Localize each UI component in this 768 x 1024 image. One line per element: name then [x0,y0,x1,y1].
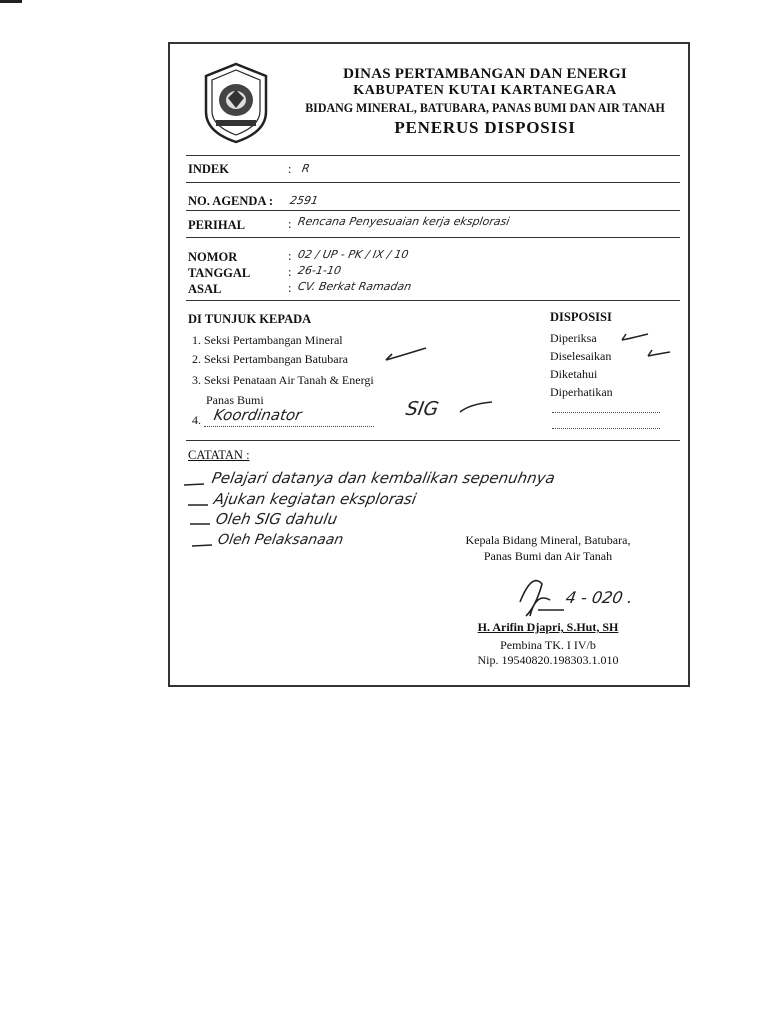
indek-label: INDEK [188,162,229,176]
tanggal-value: 26-1-10 [296,264,343,277]
scan-edge-mark [0,0,22,3]
catatan-line: Pelajari datanya dan kembalikan sepenuhnya [210,469,557,487]
tanggal-label: TANGGAL [188,266,251,280]
disposition-form [168,42,690,687]
regency-name: KABUPATEN KUTAI KARTANEGARA [353,83,617,98]
ditunjuk-item: 4. [192,413,201,427]
catatan-heading: CATATAN : [188,448,250,462]
indek-value: R [300,162,311,175]
disposisi-item: Diperiksa [550,331,597,345]
colon: : [288,162,292,176]
agenda-value: 2591 [288,194,320,207]
agency-name: DINAS PERTAMBANGAN DAN ENERGI [343,66,627,82]
colon: : [288,249,292,263]
ditunjuk-item: 3. Seksi Penataan Air Tanah & Energi [192,373,374,387]
colon: : [288,217,292,231]
signature-handwritten-date: 4 - 020 . [564,588,635,607]
ditunjuk-item4-handwritten: Koordinator [212,406,304,424]
ditunjuk-item: 2. Seksi Pertambangan Batubara [192,352,348,366]
ditunjuk-item: 1. Seksi Pertambangan Mineral [192,333,343,347]
catatan-line: Oleh Pelaksanaan [216,532,345,548]
signatory-rank: Pembina TK. I IV/b [500,638,596,652]
asal-value: CV. Berkat Ramadan [296,280,413,293]
signatory-role-line2: Panas Bumi dan Air Tanah [483,549,613,563]
colon: : [288,265,292,279]
signatory-name: H. Arifin Djapri, S.Hut, SH [477,620,619,634]
agenda-label: NO. AGENDA : [188,194,274,208]
disposisi-item: Diketahui [550,367,598,381]
disposisi-item: Diperhatikan [550,385,613,399]
nomor-label: NOMOR [188,250,238,264]
colon: : [288,281,292,295]
asal-label: ASAL [188,282,222,296]
signatory-role-line1: Kepala Bidang Mineral, Batubara, [465,533,631,547]
ditunjuk-heading: DI TUNJUK KEPADA [188,312,312,326]
catatan-line: Ajukan kegiatan eksplorasi [212,490,418,508]
catatan-line: Oleh SIG dahulu [214,510,339,528]
perihal-label: PERIHAL [188,218,245,232]
form-title: PENERUS DISPOSISI [394,118,576,137]
signatory-nip: Nip. 19540820.198303.1.010 [477,653,619,667]
handwritten-note-sig: SIG [404,398,441,420]
perihal-value: Rencana Penyesuaian kerja eksplorasi [296,215,511,228]
divider [186,440,680,441]
ditunjuk-item: Panas Bumi [206,393,264,407]
nomor-value: 02 / UP - PK / IX / 10 [296,248,410,261]
division-name: BIDANG MINERAL, BATUBARA, PANAS BUMI DAN AIR TANAH [305,100,665,115]
disposisi-heading: DISPOSISI [550,310,612,324]
disposisi-item: Diselesaikan [550,349,612,363]
